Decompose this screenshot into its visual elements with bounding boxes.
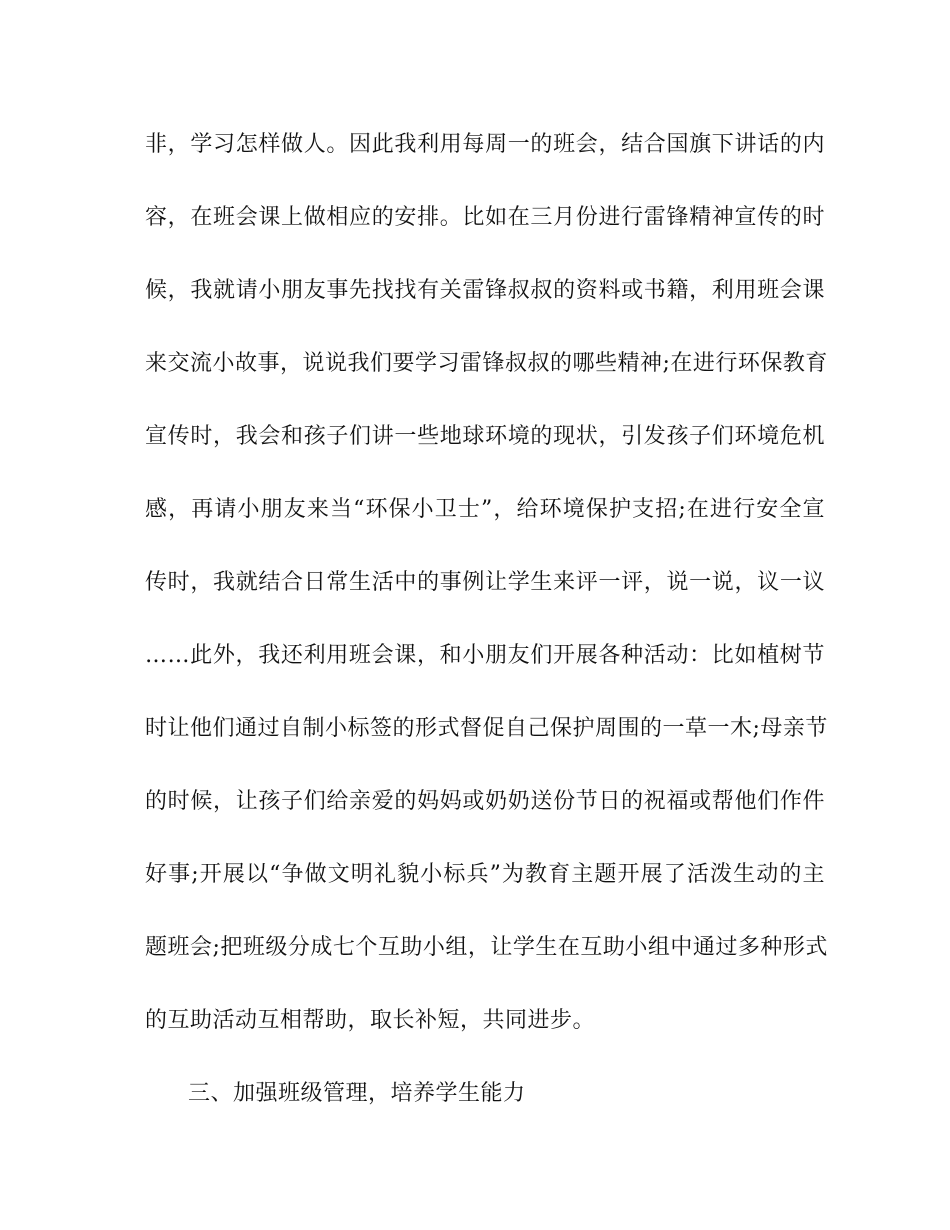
paragraph-line: 感，再请小朋友来当“环保小卫士”，给环境保护支招;在进行安全宣: [145, 497, 825, 522]
paragraph-line: 的时候，让孩子们给亲爱的妈妈或奶奶送份节日的祝福或帮他们作件: [145, 789, 825, 814]
section-heading: 三、加强班级管理，培养学生能力: [188, 1081, 526, 1106]
paragraph-last-line: 的互助活动互相帮助，取长补短，共同进步。: [145, 1008, 596, 1033]
paragraph-line: 候，我就请小朋友事先找找有关雷锋叔叔的资料或书籍，利用班会课: [145, 278, 825, 303]
paragraph-line: 传时，我就结合日常生活中的事例让学生来评一评，说一说，议一议: [145, 570, 825, 595]
paragraph-line: ……此外，我还利用班会课，和小朋友们开展各种活动：比如植树节: [145, 643, 825, 668]
paragraph-line: 好事;开展以“争做文明礼貌小标兵”为教育主题开展了活泼生动的主: [145, 862, 825, 887]
paragraph-line: 容，在班会课上做相应的安排。比如在三月份进行雷锋精神宣传的时: [145, 205, 825, 230]
paragraph-line: 非，学习怎样做人。因此我利用每周一的班会，结合国旗下讲话的内: [145, 132, 825, 157]
paragraph-line: 题班会;把班级分成七个互助小组，让学生在互助小组中通过多种形式: [145, 935, 828, 960]
paragraph-line: 时让他们通过自制小标签的形式督促自己保护周围的一草一木;母亲节: [145, 716, 828, 741]
paragraph-line: 宣传时，我会和孩子们讲一些地球环境的现状，引发孩子们环境危机: [145, 424, 825, 449]
paragraph-line: 来交流小故事，说说我们要学习雷锋叔叔的哪些精神;在进行环保教育: [145, 351, 828, 376]
